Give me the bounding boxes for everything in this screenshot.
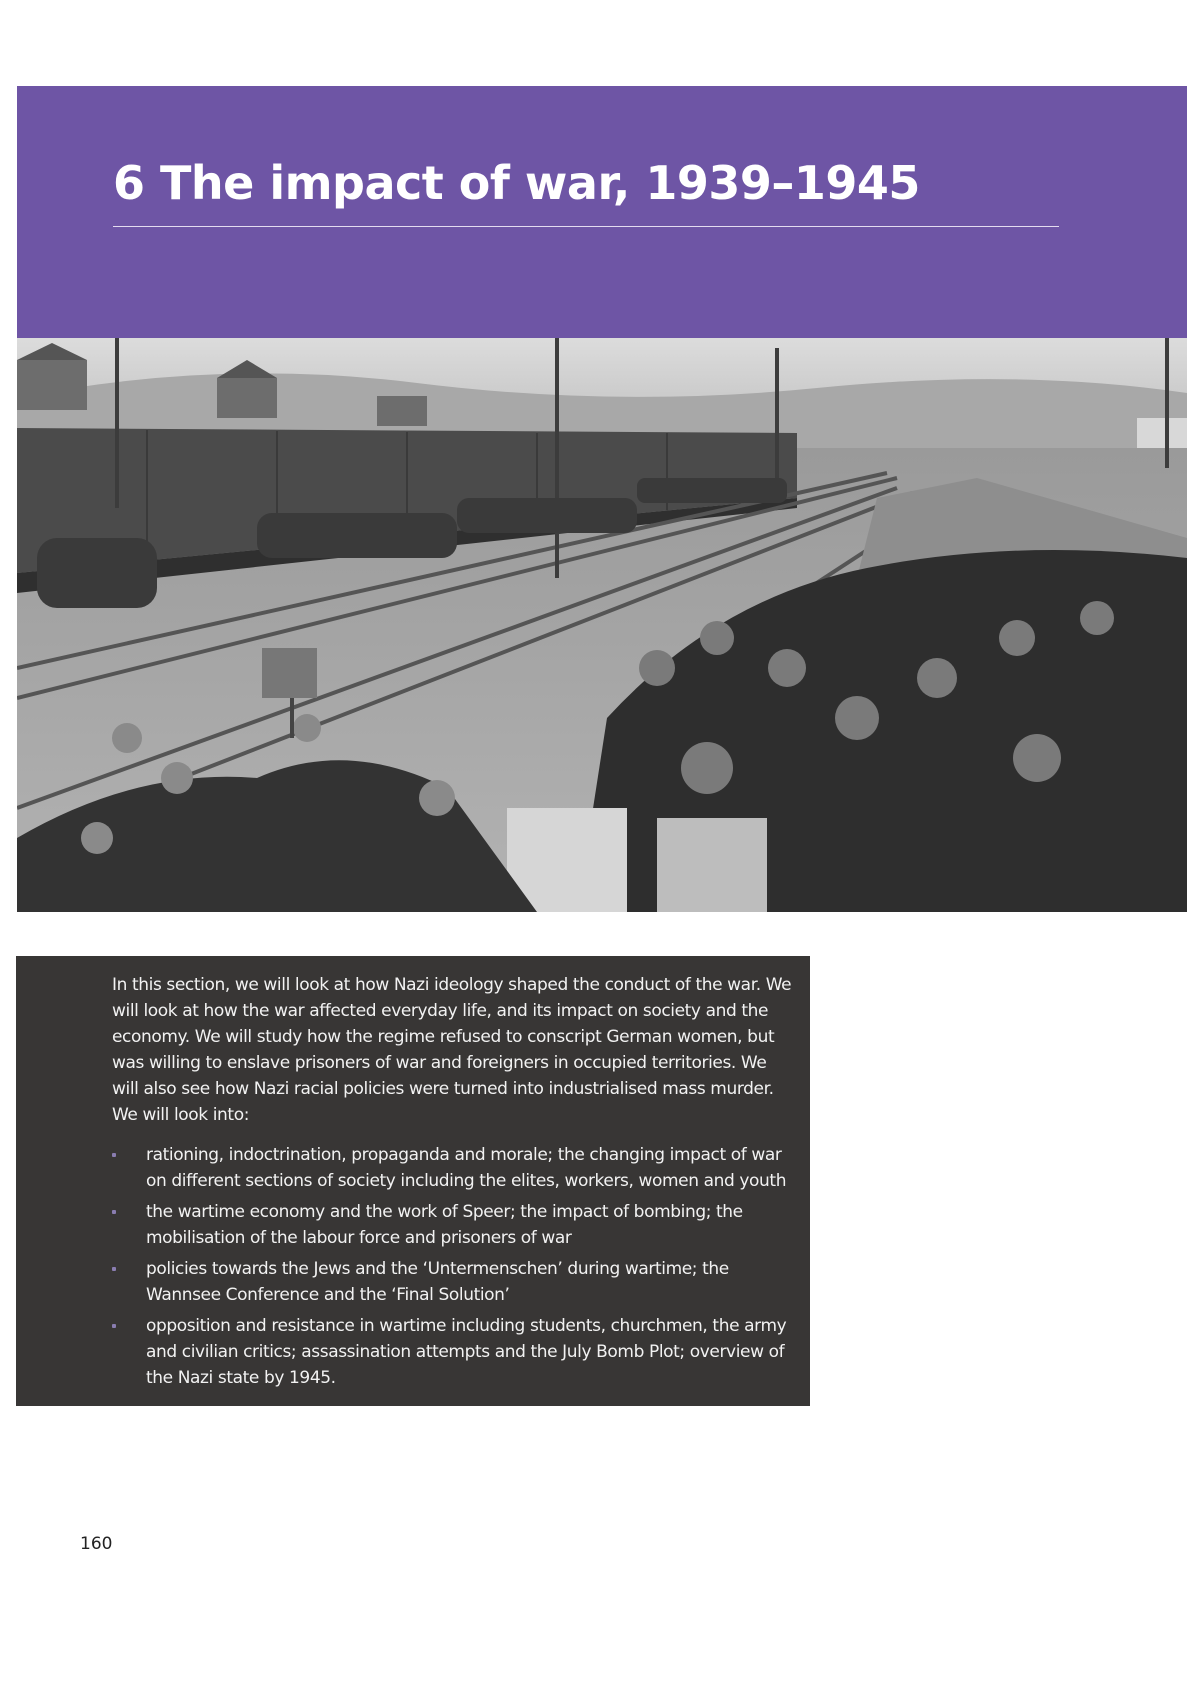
bullet-icon xyxy=(112,1210,116,1214)
list-item xyxy=(112,1142,794,1194)
list-item-text: the wartime economy and the work of Speer; the impact of bombing; the mobilisation of the labour force and prisoners of war xyxy=(146,1202,743,1248)
bullet-icon xyxy=(112,1324,116,1328)
bullet-icon xyxy=(112,1267,116,1271)
bullet-icon xyxy=(112,1153,116,1157)
topic-list xyxy=(112,1142,794,1391)
list-item xyxy=(112,1199,794,1251)
list-item xyxy=(112,1256,794,1308)
list-item-text: opposition and resistance in wartime including students, churchmen, the army and civilian critics; assassination attempts and the July Bomb Plot; overview of the Nazi state by 1945. xyxy=(146,1316,787,1388)
chapter-header-band xyxy=(17,86,1187,338)
section-intro-box xyxy=(16,956,810,1406)
railway-platform-crowd-photo xyxy=(17,338,1187,912)
list-item xyxy=(112,1313,794,1391)
intro-paragraph: In this section, we will look at how Nazi ideology shaped the conduct of the war. We will look at how the war affected everyday life, and its impact on society and the economy. We will study how the regime refused to conscript German women, but was willing to enslave prisoners of war and foreigners in occupied territories. We will also see how Nazi racial policies were turned into industrialised mass murder. We will look into: xyxy=(112,975,792,1125)
title-underline xyxy=(113,226,1059,227)
list-item-text: rationing, indoctrination, propaganda and morale; the changing impact of war on different sections of society including the elites, workers, women and youth xyxy=(146,1145,787,1191)
chapter-title: 6 The impact of war, 1939–1945 xyxy=(113,156,920,210)
page-number: 160 xyxy=(80,1534,113,1554)
list-item-text: policies towards the Jews and the ‘Untermenschen’ during wartime; the Wannsee Conference and the ‘Final Solution’ xyxy=(146,1259,729,1305)
